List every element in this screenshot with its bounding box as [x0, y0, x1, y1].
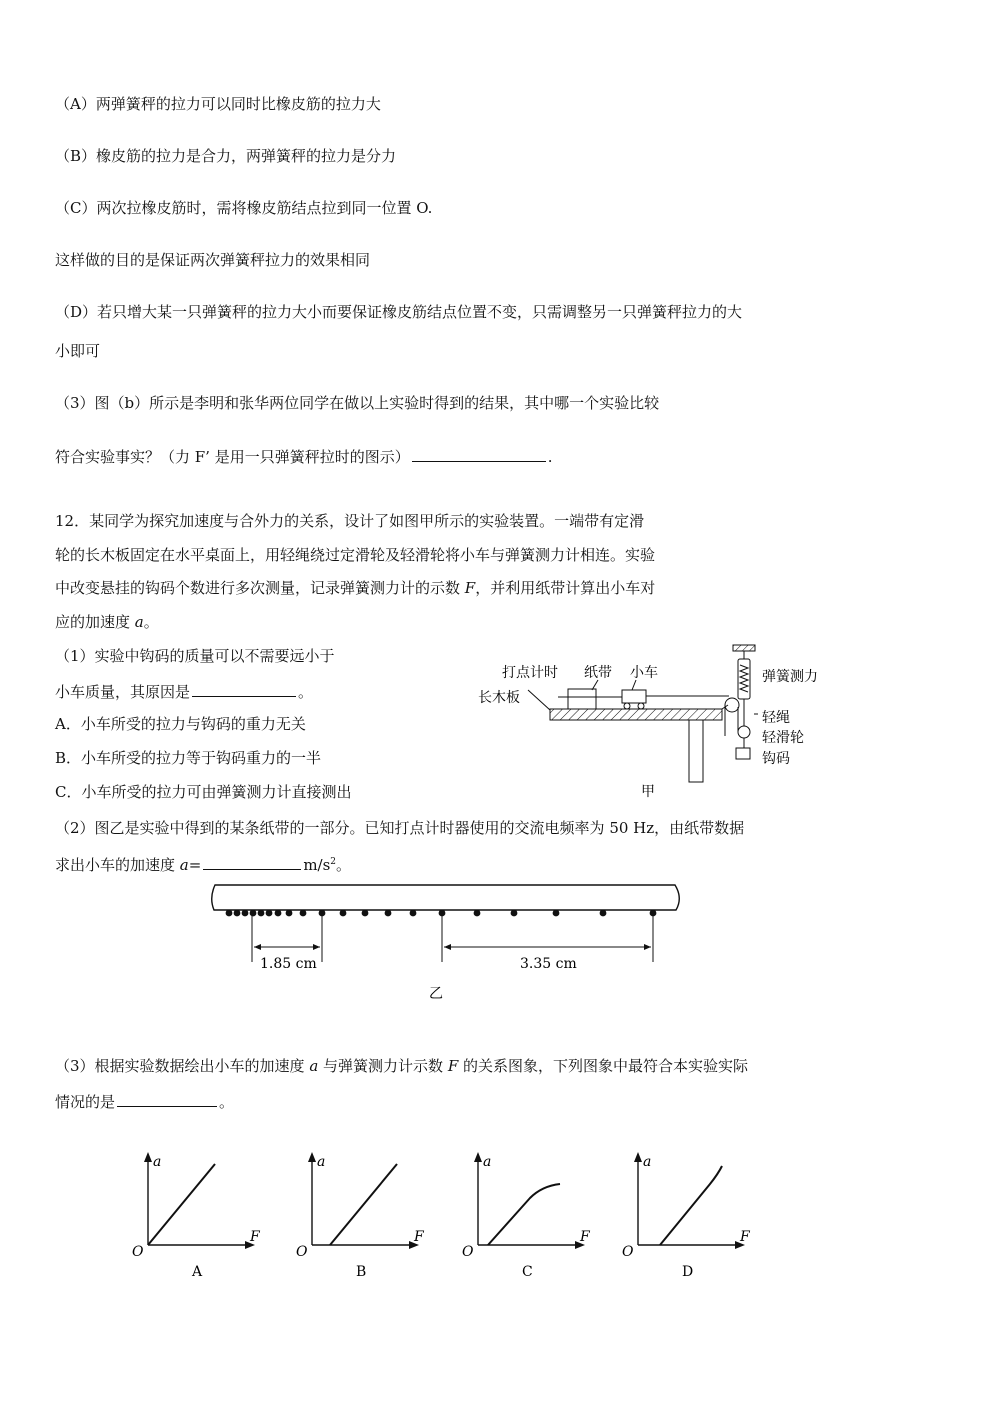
q11-option-c: （C）两次拉橡皮筋时，需将橡皮筋结点拉到同一位置 O.	[55, 199, 433, 217]
tape-dot	[410, 910, 417, 917]
q12-p1-line1: （1）实验中钩码的质量可以不需要远小于	[55, 647, 335, 665]
answer-blank-q11-3[interactable]	[412, 445, 546, 462]
q12-intro-text: 。	[143, 613, 159, 631]
cart	[622, 690, 646, 703]
q12-p3-text: （3）根据实验数据绘出小车的加速度	[55, 1057, 310, 1075]
graph-curve	[330, 1164, 397, 1245]
label-light-pulley: 轻滑轮	[762, 730, 804, 746]
axis-label-a: a	[153, 1154, 162, 1170]
tape-dot	[600, 910, 607, 917]
axis-label-F: F	[414, 1229, 424, 1245]
q12-intro-text: 中改变悬挂的钩码个数进行多次测量，记录弹簧测力计的示数	[55, 579, 465, 597]
q12-intro-line1: 12．某同学为探究加速度与合外力的关系，设计了如图甲所示的实验装置。一端带有定滑	[55, 512, 645, 530]
graph-curve	[660, 1166, 722, 1245]
axis-label-a: a	[483, 1154, 492, 1170]
tape-dot	[553, 910, 560, 917]
y-axis-arrow	[144, 1152, 152, 1162]
origin-label: O	[622, 1244, 634, 1260]
y-axis-arrow	[474, 1152, 482, 1162]
origin-label: O	[132, 1244, 144, 1260]
q12-intro-line2: 轮的长木板固定在水平桌面上，用轻绳绕过定滑轮及轻滑轮将小车与弹簧测力计相连。实验	[55, 546, 656, 564]
q12-p1-text: 小车质量，其原因是	[55, 683, 191, 701]
answer-blank-q12-1[interactable]	[192, 680, 296, 697]
dimension-label-2: 3.35 cm	[520, 956, 577, 972]
tape-dot	[250, 910, 257, 917]
q12-p1-choice-b: B．小车所受的拉力等于钩码重力的一半	[55, 749, 322, 767]
long-board	[550, 709, 722, 720]
q11-part3-line2	[55, 445, 553, 467]
q12-intro-line3	[55, 578, 655, 598]
graph-C	[460, 1150, 600, 1290]
var-a: a	[134, 613, 144, 631]
graph-A	[130, 1150, 270, 1290]
q12-p1-line2	[55, 680, 313, 702]
tape-dot	[340, 910, 347, 917]
q11-option-c-cont: 这样做的目的是保证两次弹簧秤拉力的效果相同	[55, 251, 371, 269]
unit-superscript: 2	[330, 857, 337, 867]
q12-p3-end: 。	[219, 1093, 235, 1111]
var-F: F	[447, 1057, 459, 1075]
graph-option-label: A	[192, 1264, 203, 1280]
y-axis-arrow	[308, 1152, 316, 1162]
q12-p2-text: 求出小车的加速度	[55, 856, 180, 874]
tape-dot	[234, 910, 241, 917]
tape-dot	[286, 910, 293, 917]
axis-label-F: F	[580, 1229, 590, 1245]
graph-curve	[148, 1164, 215, 1245]
caption-yi: 乙	[429, 986, 443, 1002]
q11-part3-line1: （3）图（b）所示是李明和张华两位同学在做以上实验时得到的结果，其中哪一个实验比较	[55, 394, 660, 412]
answer-blank-q12-2[interactable]	[203, 853, 301, 870]
unit-text: m/s	[303, 856, 331, 874]
q12-p1-choice-a: A．小车所受的拉力与钩码的重力无关	[55, 715, 306, 733]
timer-box	[568, 689, 596, 709]
label-tape: 纸带	[584, 665, 612, 681]
q12-p3-text: 的关系图象，下列图象中最符合本实验实际	[458, 1057, 749, 1075]
var-a: a	[179, 856, 189, 874]
tape-dot	[226, 910, 233, 917]
tape-outline	[212, 885, 680, 910]
light-pulley	[738, 726, 750, 738]
dimension-label-1: 1.85 cm	[260, 956, 317, 972]
q11-option-a: （A）两弹簧秤的拉力可以同时比橡皮筋的拉力大	[55, 95, 381, 113]
graph-curve	[488, 1184, 560, 1245]
tape-dot	[266, 910, 273, 917]
tape-dot	[300, 910, 307, 917]
q12-p2-line2	[55, 852, 351, 875]
q12-p1-choice-c: C．小车所受的拉力可由弹簧测力计直接测出	[55, 783, 352, 801]
q12-p2-text: =	[188, 856, 202, 874]
y-axis-arrow	[634, 1152, 642, 1162]
tape-dot	[511, 910, 518, 917]
table-leg	[689, 720, 703, 782]
tape-dot	[242, 910, 249, 917]
figure-jia-apparatus	[470, 640, 840, 810]
answer-blank-q12-3[interactable]	[117, 1090, 217, 1107]
q12-p3-line2	[55, 1090, 234, 1112]
q11-part3-end: .	[547, 448, 553, 466]
axis-label-a: a	[643, 1154, 652, 1170]
tape-dot	[258, 910, 265, 917]
q12-intro-text: 应的加速度	[55, 613, 135, 631]
axis-label-F: F	[740, 1229, 750, 1245]
graph-D	[620, 1150, 760, 1290]
q12-p3-text: 情况的是	[55, 1093, 116, 1111]
origin-label: O	[462, 1244, 474, 1260]
axis-label-F: F	[250, 1229, 260, 1245]
q12-intro-line4	[55, 612, 159, 632]
hook-weight	[736, 748, 750, 759]
label-spring-scale: 弹簧测力	[762, 669, 818, 685]
q11-option-b: （B）橡皮筋的拉力是合力，两弹簧秤的拉力是分力	[55, 147, 397, 165]
q12-p3-line1	[55, 1056, 748, 1076]
label-rope: 轻绳	[762, 710, 790, 726]
label-timer: 打点计时	[502, 665, 558, 681]
graph-option-label: B	[356, 1264, 367, 1280]
ceiling	[733, 645, 755, 651]
q12-intro-text: ，并利用纸带计算出小车对	[475, 579, 656, 597]
tape-dot	[362, 910, 369, 917]
label-cart: 小车	[630, 665, 658, 681]
q12-p3-text: 与弹簧测力计示数	[318, 1057, 448, 1075]
tape-dot	[474, 910, 481, 917]
graph-option-label: C	[522, 1264, 533, 1280]
graph-B	[294, 1150, 434, 1290]
caption-jia: 甲	[641, 784, 655, 800]
q12-p2-end: 。	[336, 856, 352, 874]
var-a: a	[309, 1057, 319, 1075]
figure-yi-paper-tape	[205, 880, 685, 1005]
origin-label: O	[296, 1244, 308, 1260]
var-F: F	[464, 579, 476, 597]
q11-option-d-line1: （D）若只增大某一只弹簧秤的拉力大小而要保证橡皮筋结点位置不变，只需调整另一只弹簧秤拉力的大	[55, 303, 743, 321]
label-board: 长木板	[478, 690, 520, 706]
q11-option-d-line2: 小即可	[55, 342, 101, 360]
axis-label-a: a	[317, 1154, 326, 1170]
q11-part3-text: 符合实验事实？（力 F’ 是用一只弹簧秤拉时的图示）	[55, 448, 410, 466]
label-weight: 钩码	[762, 751, 790, 767]
graph-option-label: D	[682, 1264, 694, 1280]
q12-p1-end: 。	[298, 683, 314, 701]
tape-dot	[385, 910, 392, 917]
tape-dot	[275, 910, 282, 917]
q12-p2-line1: （2）图乙是实验中得到的某条纸带的一部分。已知打点计时器使用的交流电频率为 50 Hz，由纸带数据	[55, 819, 745, 837]
